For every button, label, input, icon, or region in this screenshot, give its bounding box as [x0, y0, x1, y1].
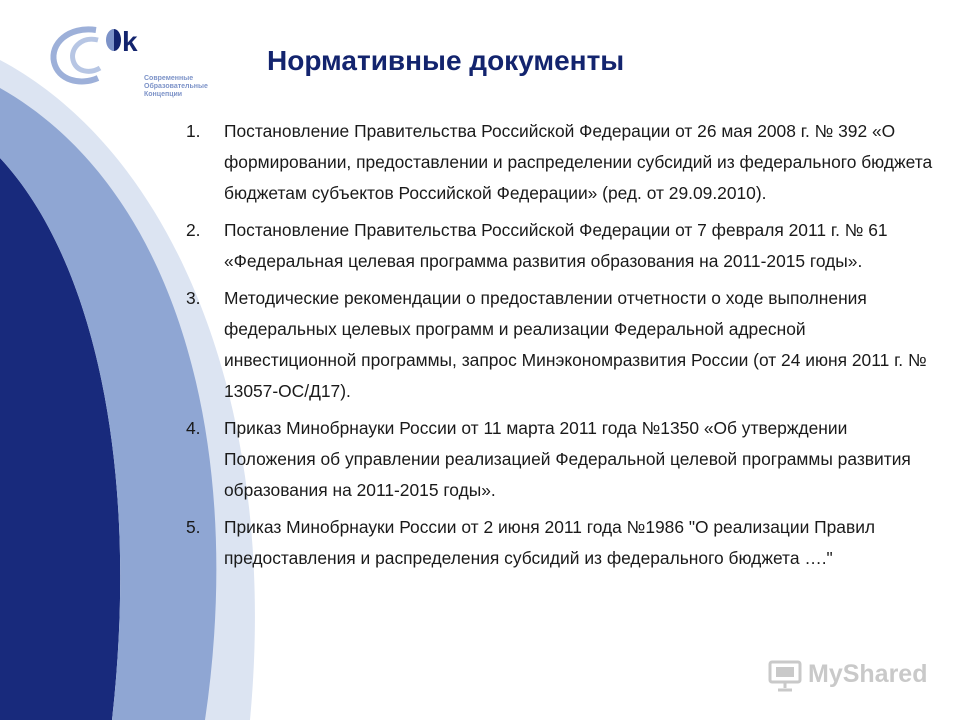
item-text: Методические рекомендации о предоставлении отчетности о ходе выполнения федеральных целевых программ и реализации Федеральной адресной инвестиционной программы, запрос Минэкономразвития России (от 24 июня 2011 г. № 13057-ОС/Д17). — [224, 288, 927, 401]
item-text: Постановление Правительства Российской Федерации от 26 мая 2008 г. № 392 «О формировании, предоставлении и распределении субсидий из федерального бюджета бюджетам субъектов Российской Федерации» (ред. от 29.09.2010). — [224, 121, 933, 203]
logo-caption-line: Современные — [144, 75, 194, 82]
logo-caption-line: Концепции — [144, 91, 183, 98]
item-number: 4. — [186, 418, 201, 438]
list-item — [186, 283, 934, 407]
svg-text:k: k — [122, 26, 138, 57]
watermark-text: MyShared — [808, 660, 928, 688]
presentation-icon — [768, 658, 802, 692]
watermark — [768, 655, 928, 695]
list-item — [186, 413, 934, 506]
item-text: Приказ Минобрнауки России от 11 марта 2011 года №1350 «Об утверждении Положения об управлении реализацией Федеральной целевой программы развития образования на 2011-2015 годы». — [224, 418, 911, 500]
logo-caption-line: Образовательные — [144, 83, 208, 90]
item-number: 1. — [186, 121, 201, 141]
logo-caption — [144, 75, 208, 99]
list-item — [186, 215, 934, 277]
item-number: 3. — [186, 288, 201, 308]
slide-title: Нормативные документы — [267, 45, 625, 76]
item-number: 5. — [186, 517, 201, 537]
item-text: Приказ Минобрнауки России от 2 июня 2011 года №1986 "О реализации Правил предоставления и распределения субсидий из федерального бюджета …." — [224, 517, 876, 568]
document-list — [186, 116, 934, 580]
company-logo — [46, 18, 208, 98]
list-item — [186, 116, 934, 209]
item-number: 2. — [186, 220, 201, 240]
list-item — [186, 512, 934, 574]
item-text: Постановление Правительства Российской Федерации от 7 февраля 2011 г. № 61 «Федеральная целевая программа развития образования на 2011-2015 годы». — [224, 220, 888, 271]
